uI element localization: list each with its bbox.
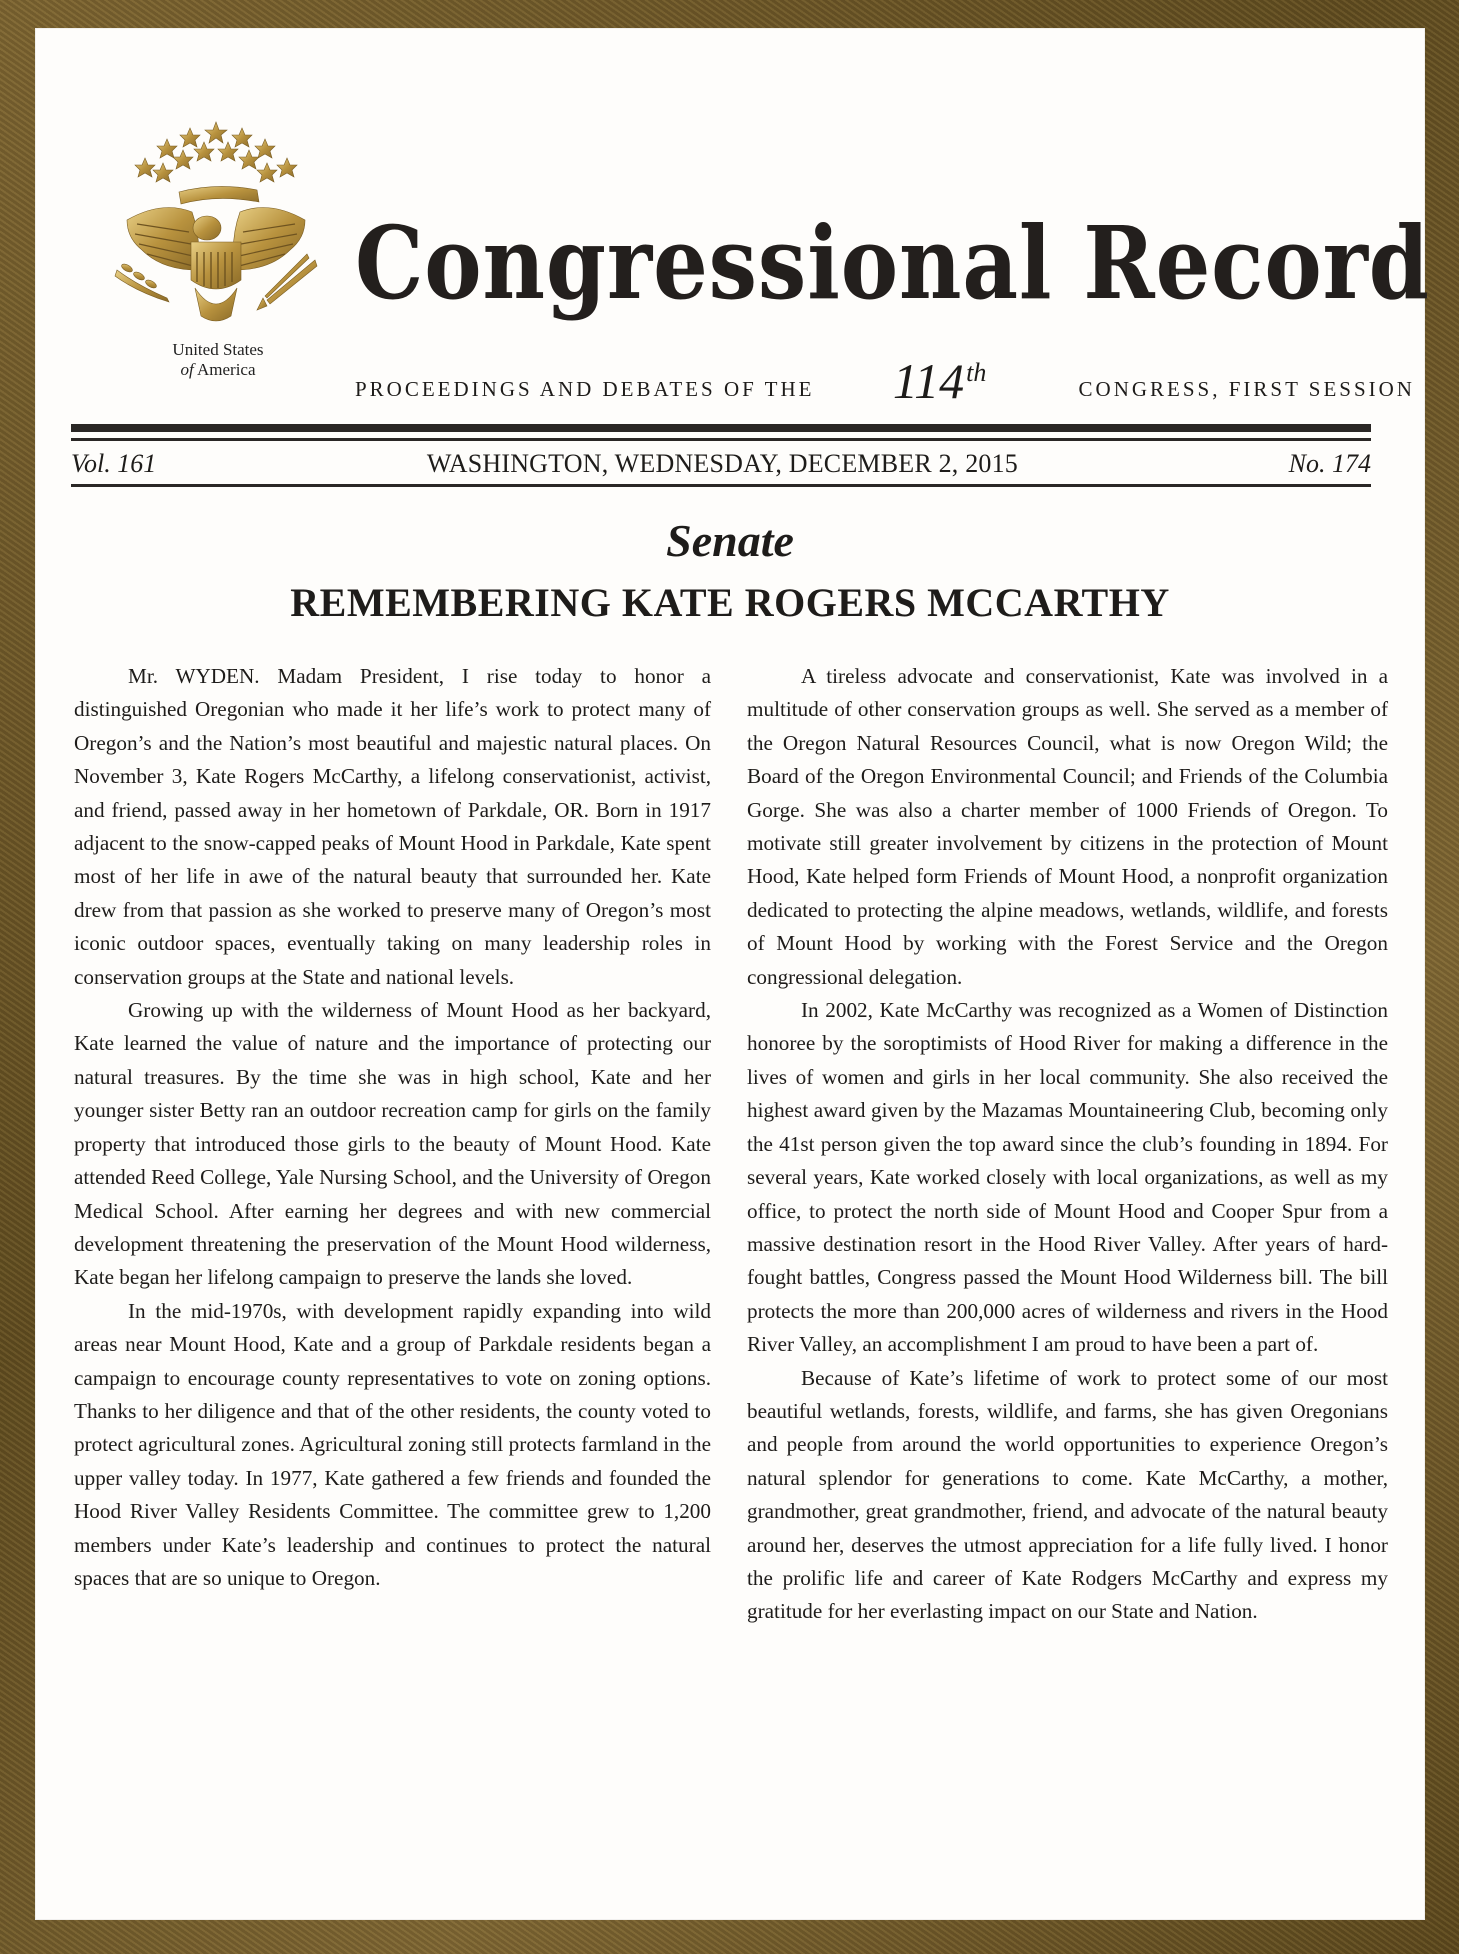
paragraph: Mr. WYDEN. Madam President, I rise today to honor a distinguished Oregonian who made it her life’s work to protect many of Oregon’s and the Nation’s most beautiful and majestic natural places. On November 3, Kate Rogers McCarthy, a lifelong conservationist, activist, and friend, passed away in her hometown of Parkdale, OR. Born in 1917 adjacent to the snow-capped peaks of Mount Hood in Parkdale, Kate spent most of her life in awe of the natural beauty that surrounded her. Kate drew from that passion as she worked to preserve many of Oregon’s most iconic outdoor spaces, eventually taking on many leadership roles in conservation groups at the State and national levels. [74, 664, 711, 989]
column-left [74, 660, 711, 1595]
masthead-rule-thin [71, 438, 1371, 441]
paragraph: Because of Kate’s lifetime of work to protect some of our most beautiful wetlands, forests, wildlife, and farms, she has given Oregonians and people from around the world opportunities to experience Oregon’s natural splendor for generations to come. Kate McCarthy, a mother, grandmother, great grandmother, friend, and advocate of the natural beauty around her, deserves the utmost appreciation for a life fully lived. I honor the prolific life and career of Kate Rodgers McCarthy and express my gratitude for her everlasting impact on our State and Nation. [747, 1365, 1388, 1624]
chamber-heading: Senate [666, 515, 794, 566]
seal-caption [133, 340, 303, 380]
paragraph: In 2002, Kate McCarthy was recognized as a Women of Distinction honoree by the soroptimists of Hood River for making a difference in the lives of women and girls in her local community. She also received the highest award given by the Mazamas Mountaineering Club, becoming only the 41st person given the top award since the club’s founding in 1894. For several years, Kate worked closely with local organizations, as well as my office, to protect the north side of Mount Hood and Cooper Spur from a massive destination resort in the Hood River Valley. After years of hard-fought battles, Congress passed the Mount Hood Wilderness bill. The bill protects the more than 200,000 acres of wilderness and rivers in the Hood River Valley, an accomplishment I am proud to have been a part of. [747, 998, 1388, 1357]
seal-caption-line1: United States [172, 340, 264, 359]
proceedings-prefix: PROCEEDINGS AND DEBATES OF THE [355, 377, 815, 401]
proceedings-suffix: CONGRESS, FIRST SESSION [1078, 377, 1415, 401]
issue-number: No. 174 [1288, 449, 1371, 478]
congress-number-suffix: th [966, 358, 987, 387]
masthead-title: Congressional Record [355, 204, 1430, 322]
proceedings-line [355, 353, 1415, 409]
seal-caption-line2: America [197, 360, 256, 379]
great-seal-eagle-icon [107, 120, 325, 350]
paragraph: Growing up with the wilderness of Mount Hood as her backyard, Kate learned the value of nature and the importance of protecting our natural treasures. By the time she was in high school, Kate and her younger sister Betty ran an outdoor recreation camp for girls on the family property that introduced those girls to the beauty of Mount Hood. Kate attended Reed College, Yale Nursing School, and the University of Oregon Medical School. After earning her degrees and with new commercial development threatening the preservation of the Mount Hood wilderness, Kate began her lifelong campaign to preserve the lands she loved. [74, 998, 711, 1290]
issue-date: WASHINGTON, WEDNESDAY, DECEMBER 2, 2015 [426, 449, 1019, 478]
congress-number-value: 114 [892, 353, 965, 409]
paragraph: A tireless advocate and conservationist, Kate was involved in a multitude of other conservation groups as well. She served as a member of the Oregon Natural Resources Council, what is now Oregon Wild; the Board of the Oregon Environmental Council; and Friends of the Columbia Gorge. She was also a charter member of 1000 Friends of Oregon. To motivate still greater involvement by citizens in the protection of Mount Hood, Kate helped form Friends of Mount Hood, a nonprofit organization dedicated to protecting the alpine meadows, wetlands, wildlife, and forests of Mount Hood by working with the Forest Service and the Oregon congressional delegation. [747, 664, 1388, 989]
dateline-rule [71, 484, 1371, 487]
document-page [35, 28, 1430, 1920]
paragraph: In the mid-1970s, with development rapidly expanding into wild areas near Mount Hood, Kate and a group of Parkdale residents began a campaign to encourage county representatives to vote on zoning options. Thanks to her diligence and that of the other residents, the county voted to protect agricultural zones. Agricultural zoning still protects farmland in the upper valley today. In 1977, Kate gathered a few friends and founded the Hood River Valley Residents Committee. The committee grew to 1,200 members under Kate’s leadership and continues to protect the natural spaces that are so unique to Oregon. [74, 1298, 711, 1590]
column-right [747, 660, 1388, 1629]
masthead-rule-thick [71, 424, 1371, 432]
congress-number [892, 353, 987, 409]
dateline [71, 446, 1371, 482]
seal-caption-of: of [180, 360, 194, 379]
article-headline: REMEMBERING KATE ROGERS MCCARTHY [290, 580, 1170, 625]
volume-label: Vol. 161 [71, 449, 157, 478]
stars-arc [135, 122, 297, 182]
